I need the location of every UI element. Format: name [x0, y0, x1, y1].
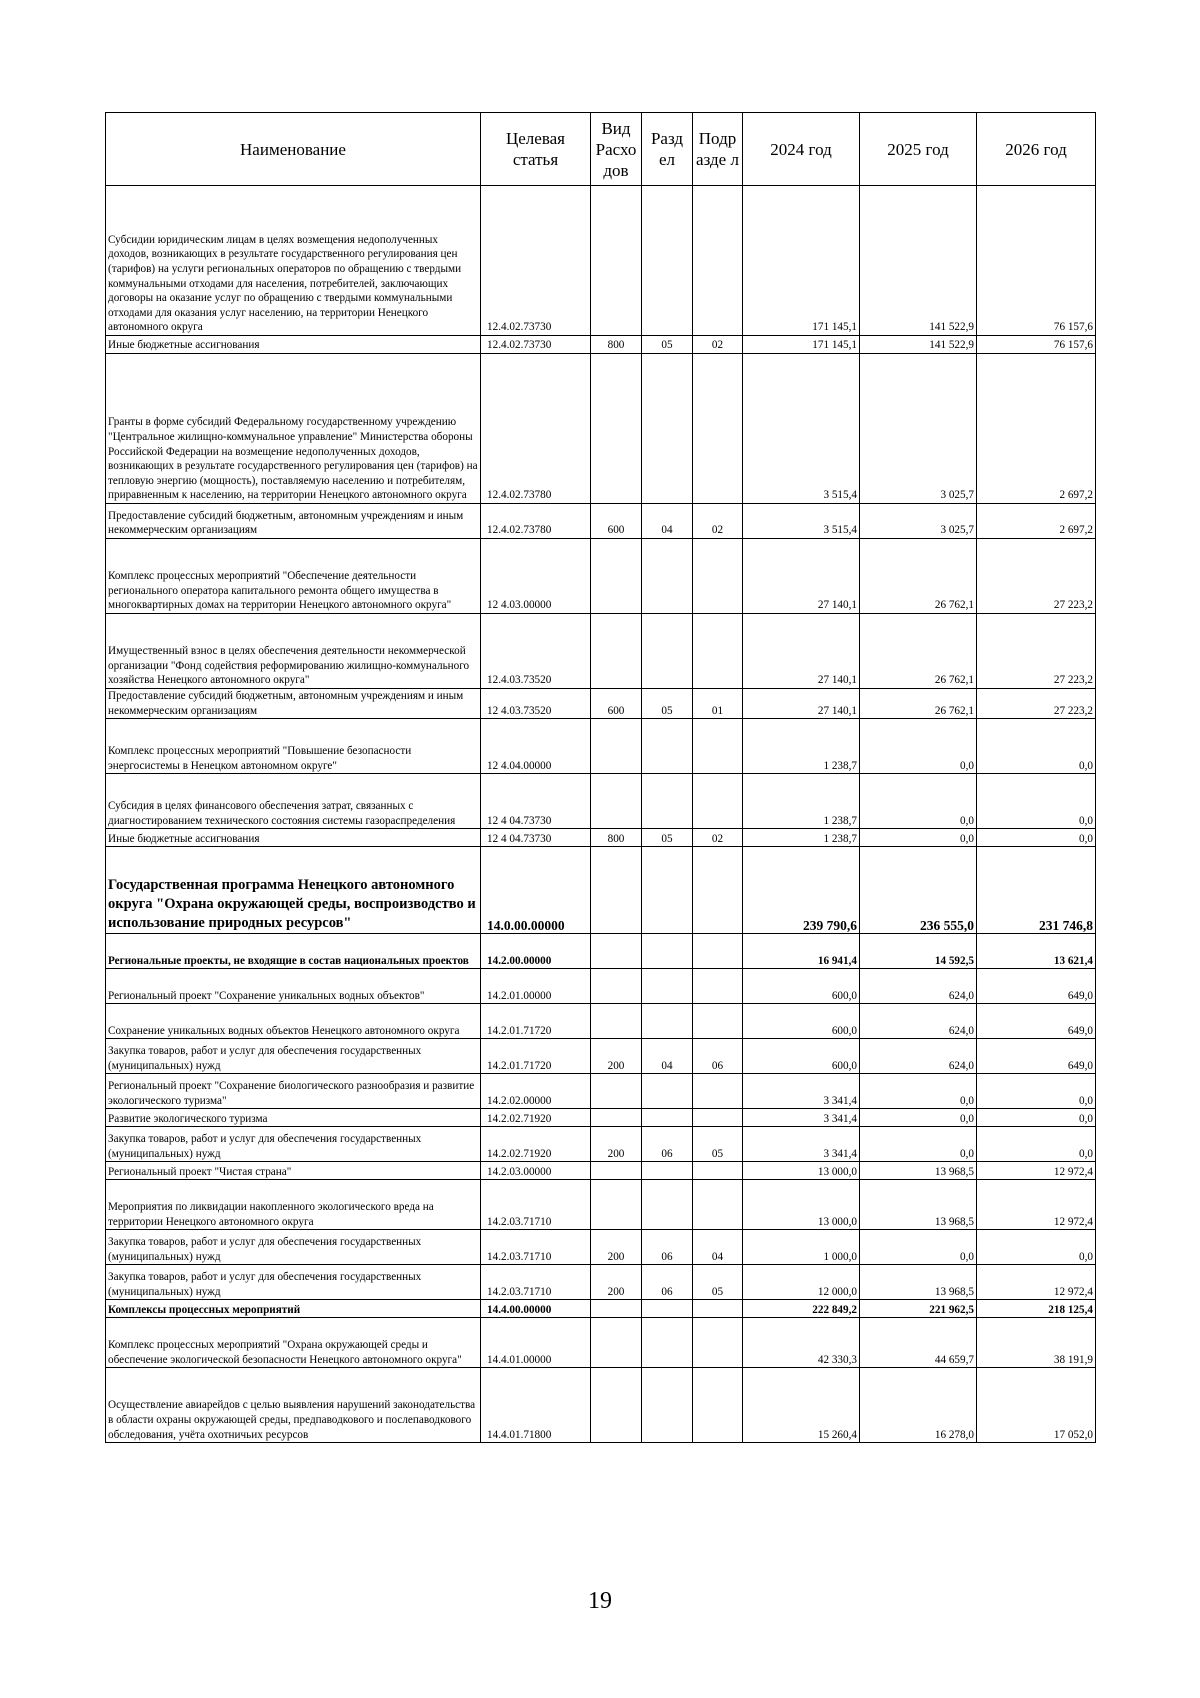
cell-y2024: 13 000,0 — [743, 1180, 860, 1230]
cell-y2025: 236 555,0 — [860, 847, 977, 934]
cell-y2025: 13 968,5 — [860, 1162, 977, 1180]
cell-subsection — [693, 1162, 743, 1180]
cell-y2026: 218 125,4 — [977, 1300, 1096, 1318]
cell-y2025: 624,0 — [860, 1039, 977, 1074]
page-number: 19 — [588, 1588, 612, 1614]
table-row — [106, 934, 1096, 969]
cell-kind — [591, 774, 642, 829]
cell-name: Имущественный взнос в целях обеспечения деятельности некоммерческой организации "Фонд содействия реформированию жилищно-коммунального хозяйства Ненецкого автономного округа" — [106, 614, 481, 689]
cell-subsection — [693, 934, 743, 969]
cell-y2025: 0,0 — [860, 1127, 977, 1162]
cell-section — [642, 1109, 693, 1127]
header-2024: 2024 год — [743, 113, 860, 186]
cell-y2026: 649,0 — [977, 1004, 1096, 1039]
cell-section: 04 — [642, 1039, 693, 1074]
cell-y2025: 221 962,5 — [860, 1300, 977, 1318]
cell-subsection: 02 — [693, 504, 743, 539]
cell-y2026: 0,0 — [977, 1109, 1096, 1127]
header-subsection: Подр азде л — [693, 113, 743, 186]
cell-section — [642, 969, 693, 1004]
cell-section: 05 — [642, 689, 693, 719]
cell-y2025: 0,0 — [860, 829, 977, 847]
cell-y2024: 27 140,1 — [743, 539, 860, 614]
table-row — [106, 1127, 1096, 1162]
table-row — [106, 614, 1096, 689]
cell-y2024: 1 000,0 — [743, 1230, 860, 1265]
table-row — [106, 539, 1096, 614]
cell-article: 12.4.02.73780 — [481, 354, 591, 504]
cell-kind — [591, 354, 642, 504]
table-row — [106, 1109, 1096, 1127]
cell-article: 14.2.03.00000 — [481, 1162, 591, 1180]
cell-kind: 200 — [591, 1230, 642, 1265]
cell-section — [642, 774, 693, 829]
cell-y2026: 27 223,2 — [977, 614, 1096, 689]
cell-kind — [591, 1074, 642, 1109]
cell-y2024: 12 000,0 — [743, 1265, 860, 1300]
table-row — [106, 336, 1096, 354]
cell-section — [642, 1162, 693, 1180]
cell-section: 04 — [642, 504, 693, 539]
cell-subsection — [693, 186, 743, 336]
cell-section — [642, 1300, 693, 1318]
cell-article: 14.0.00.00000 — [481, 847, 591, 934]
cell-subsection: 01 — [693, 689, 743, 719]
cell-kind: 600 — [591, 689, 642, 719]
cell-kind — [591, 1300, 642, 1318]
cell-y2024: 3 341,4 — [743, 1127, 860, 1162]
cell-name: Закупка товаров, работ и услуг для обеспечения государственных (муниципальных) нужд — [106, 1265, 481, 1300]
table-row — [106, 354, 1096, 504]
cell-name: Региональный проект "Чистая страна" — [106, 1162, 481, 1180]
table-row — [106, 829, 1096, 847]
cell-y2026: 27 223,2 — [977, 539, 1096, 614]
cell-y2024: 3 341,4 — [743, 1109, 860, 1127]
cell-article: 14.2.02.71920 — [481, 1109, 591, 1127]
cell-article: 12.4.02.73780 — [481, 504, 591, 539]
table-row — [106, 1300, 1096, 1318]
table-row — [106, 774, 1096, 829]
header-kind: Вид Расхо дов — [591, 113, 642, 186]
table-row — [106, 1039, 1096, 1074]
table-row — [106, 1074, 1096, 1109]
cell-y2025: 0,0 — [860, 1109, 977, 1127]
table-row — [106, 847, 1096, 934]
cell-subsection: 05 — [693, 1127, 743, 1162]
cell-y2026: 38 191,9 — [977, 1318, 1096, 1368]
cell-kind — [591, 1180, 642, 1230]
cell-y2025: 0,0 — [860, 1230, 977, 1265]
cell-section — [642, 1368, 693, 1443]
cell-subsection — [693, 539, 743, 614]
cell-kind — [591, 614, 642, 689]
cell-y2026: 27 223,2 — [977, 689, 1096, 719]
cell-article: 14.2.01.71720 — [481, 1004, 591, 1039]
cell-name: Развитие экологического туризма — [106, 1109, 481, 1127]
cell-section — [642, 614, 693, 689]
cell-y2025: 0,0 — [860, 774, 977, 829]
cell-y2026: 0,0 — [977, 1074, 1096, 1109]
cell-section — [642, 847, 693, 934]
table-row — [106, 1180, 1096, 1230]
cell-y2026: 649,0 — [977, 969, 1096, 1004]
cell-article: 14.2.02.00000 — [481, 1074, 591, 1109]
cell-name: Иные бюджетные ассигнования — [106, 829, 481, 847]
cell-y2026: 12 972,4 — [977, 1162, 1096, 1180]
cell-article: 14.4.00.00000 — [481, 1300, 591, 1318]
table-body — [106, 186, 1096, 1443]
cell-y2024: 3 515,4 — [743, 354, 860, 504]
cell-name: Предоставление субсидий бюджетным, автономным учреждениям и иным некоммерческим организациям — [106, 504, 481, 539]
cell-name: Комплекс процессных мероприятий "Обеспечение деятельности регионального оператора капитального ремонта общего имущества в многоквартирных домах на территории Ненецкого автономного округа" — [106, 539, 481, 614]
cell-article: 14.2.01.71720 — [481, 1039, 591, 1074]
cell-section — [642, 539, 693, 614]
cell-y2026: 12 972,4 — [977, 1180, 1096, 1230]
cell-y2024: 600,0 — [743, 1039, 860, 1074]
cell-section: 06 — [642, 1265, 693, 1300]
cell-subsection — [693, 774, 743, 829]
cell-y2026: 0,0 — [977, 1127, 1096, 1162]
table-row — [106, 1004, 1096, 1039]
cell-y2025: 44 659,7 — [860, 1318, 977, 1368]
cell-y2024: 600,0 — [743, 1004, 860, 1039]
header-2025: 2025 год — [860, 113, 977, 186]
cell-y2026: 649,0 — [977, 1039, 1096, 1074]
cell-y2025: 3 025,7 — [860, 354, 977, 504]
cell-article: 14.2.03.71710 — [481, 1265, 591, 1300]
cell-article: 14.2.03.71710 — [481, 1180, 591, 1230]
cell-y2025: 624,0 — [860, 1004, 977, 1039]
cell-y2024: 1 238,7 — [743, 829, 860, 847]
cell-y2026: 231 746,8 — [977, 847, 1096, 934]
cell-subsection — [693, 1109, 743, 1127]
cell-y2025: 141 522,9 — [860, 186, 977, 336]
cell-y2026: 2 697,2 — [977, 354, 1096, 504]
cell-y2024: 13 000,0 — [743, 1162, 860, 1180]
cell-name: Региональный проект "Сохранение уникальных водных объектов" — [106, 969, 481, 1004]
cell-kind: 200 — [591, 1039, 642, 1074]
cell-kind: 600 — [591, 504, 642, 539]
cell-name: Закупка товаров, работ и услуг для обеспечения государственных (муниципальных) нужд — [106, 1039, 481, 1074]
cell-subsection — [693, 969, 743, 1004]
cell-y2024: 27 140,1 — [743, 689, 860, 719]
table-row — [106, 1162, 1096, 1180]
cell-section: 06 — [642, 1230, 693, 1265]
cell-y2024: 1 238,7 — [743, 774, 860, 829]
header-2026: 2026 год — [977, 113, 1096, 186]
cell-kind: 800 — [591, 336, 642, 354]
cell-section — [642, 1318, 693, 1368]
cell-subsection — [693, 354, 743, 504]
cell-y2024: 15 260,4 — [743, 1368, 860, 1443]
cell-name: Субсидии юридическим лицам в целях возмещения недополученных доходов, возникающих в результате государственного регулирования цен (тарифов) на услуги региональных операторов по обращению с твердыми коммунальными отходами для населения, потребителей, заключающих договоры на оказание услуг по обращению с твердыми коммунальными отходами для оказания услуг населению, на территории Ненецкого автономного округа — [106, 186, 481, 336]
cell-article: 14.2.01.00000 — [481, 969, 591, 1004]
cell-name: Закупка товаров, работ и услуг для обеспечения государственных (муниципальных) нужд — [106, 1230, 481, 1265]
cell-y2025: 26 762,1 — [860, 689, 977, 719]
cell-y2025: 13 968,5 — [860, 1180, 977, 1230]
cell-subsection: 06 — [693, 1039, 743, 1074]
cell-subsection — [693, 614, 743, 689]
header-section: Разд ел — [642, 113, 693, 186]
cell-y2025: 3 025,7 — [860, 504, 977, 539]
cell-y2026: 2 697,2 — [977, 504, 1096, 539]
cell-kind: 200 — [591, 1127, 642, 1162]
cell-name: Региональный проект "Сохранение биологического разнообразия и развитие экологического туризма" — [106, 1074, 481, 1109]
cell-y2024: 27 140,1 — [743, 614, 860, 689]
cell-y2026: 12 972,4 — [977, 1265, 1096, 1300]
table-row — [106, 504, 1096, 539]
table-row — [106, 1230, 1096, 1265]
cell-y2025: 624,0 — [860, 969, 977, 1004]
cell-article: 14.4.01.00000 — [481, 1318, 591, 1368]
cell-y2025: 26 762,1 — [860, 539, 977, 614]
cell-kind — [591, 847, 642, 934]
cell-subsection — [693, 1368, 743, 1443]
cell-y2025: 0,0 — [860, 1074, 977, 1109]
cell-article: 12.4.02.73730 — [481, 186, 591, 336]
table-row — [106, 689, 1096, 719]
cell-kind — [591, 186, 642, 336]
header-article: Целевая статья — [481, 113, 591, 186]
cell-y2026: 13 621,4 — [977, 934, 1096, 969]
cell-subsection — [693, 1300, 743, 1318]
cell-name: Мероприятия по ликвидации накопленного экологического вреда на территории Ненецкого автономного округа — [106, 1180, 481, 1230]
cell-y2024: 600,0 — [743, 969, 860, 1004]
cell-kind: 200 — [591, 1265, 642, 1300]
table-row — [106, 969, 1096, 1004]
budget-table — [105, 112, 1096, 1443]
cell-article: 12 4.04.00000 — [481, 719, 591, 774]
cell-y2024: 171 145,1 — [743, 336, 860, 354]
cell-name: Государственная программа Ненецкого автономного округа "Охрана окружающей среды, воспроизводство и использование природных ресурсов" — [106, 847, 481, 934]
cell-article: 12 4 04.73730 — [481, 774, 591, 829]
cell-section — [642, 1074, 693, 1109]
cell-y2024: 1 238,7 — [743, 719, 860, 774]
cell-subsection — [693, 1004, 743, 1039]
cell-y2024: 42 330,3 — [743, 1318, 860, 1368]
cell-subsection: 02 — [693, 336, 743, 354]
cell-name: Осуществление авиарейдов с целью выявления нарушений законодательства в области охраны окружающей среды, предпаводкового и послепаводкового обследования, учёта охотничьих ресурсов — [106, 1368, 481, 1443]
cell-y2025: 14 592,5 — [860, 934, 977, 969]
cell-kind — [591, 719, 642, 774]
cell-y2024: 16 941,4 — [743, 934, 860, 969]
cell-subsection: 04 — [693, 1230, 743, 1265]
cell-name: Комплекс процессных мероприятий "Повышение безопасности энергосистемы в Ненецком автономном округе" — [106, 719, 481, 774]
cell-y2026: 17 052,0 — [977, 1368, 1096, 1443]
cell-y2025: 26 762,1 — [860, 614, 977, 689]
cell-kind — [591, 539, 642, 614]
cell-y2025: 0,0 — [860, 719, 977, 774]
cell-subsection — [693, 1318, 743, 1368]
table-row — [106, 1368, 1096, 1443]
cell-name: Региональные проекты, не входящие в состав национальных проектов — [106, 934, 481, 969]
cell-section: 05 — [642, 829, 693, 847]
cell-kind — [591, 969, 642, 1004]
cell-section — [642, 354, 693, 504]
cell-y2025: 141 522,9 — [860, 336, 977, 354]
cell-y2025: 13 968,5 — [860, 1265, 977, 1300]
cell-name: Комплекс процессных мероприятий "Охрана окружающей среды и обеспечение экологической безопасности Ненецкого автономного округа" — [106, 1318, 481, 1368]
table-header-row — [106, 113, 1096, 186]
table-row — [106, 186, 1096, 336]
cell-article: 12.4.03.73520 — [481, 614, 591, 689]
table-row — [106, 1265, 1096, 1300]
table-row — [106, 1318, 1096, 1368]
cell-article: 14.2.02.71920 — [481, 1127, 591, 1162]
cell-y2024: 239 790,6 — [743, 847, 860, 934]
cell-name: Комплексы процессных мероприятий — [106, 1300, 481, 1318]
cell-kind: 800 — [591, 829, 642, 847]
cell-y2026: 0,0 — [977, 829, 1096, 847]
cell-section: 06 — [642, 1127, 693, 1162]
cell-section: 05 — [642, 336, 693, 354]
cell-kind — [591, 1109, 642, 1127]
cell-section — [642, 934, 693, 969]
cell-section — [642, 1180, 693, 1230]
header-name: Наименование — [106, 113, 481, 186]
table-row — [106, 719, 1096, 774]
cell-y2024: 3 515,4 — [743, 504, 860, 539]
cell-subsection — [693, 1180, 743, 1230]
cell-y2026: 0,0 — [977, 1230, 1096, 1265]
cell-name: Закупка товаров, работ и услуг для обеспечения государственных (муниципальных) нужд — [106, 1127, 481, 1162]
cell-y2026: 0,0 — [977, 774, 1096, 829]
cell-name: Предоставление субсидий бюджетным, автономным учреждениям и иным некоммерческим организациям — [106, 689, 481, 719]
cell-article: 14.2.03.71710 — [481, 1230, 591, 1265]
cell-kind — [591, 1318, 642, 1368]
cell-section — [642, 719, 693, 774]
cell-subsection — [693, 1074, 743, 1109]
cell-kind — [591, 934, 642, 969]
cell-name: Субсидия в целях финансового обеспечения затрат, связанных с диагностированием технического состояния системы газораспределения — [106, 774, 481, 829]
cell-section — [642, 1004, 693, 1039]
cell-kind — [591, 1004, 642, 1039]
cell-article: 14.2.00.00000 — [481, 934, 591, 969]
cell-y2026: 76 157,6 — [977, 336, 1096, 354]
cell-section — [642, 186, 693, 336]
cell-article: 12 4.03.00000 — [481, 539, 591, 614]
cell-name: Иные бюджетные ассигнования — [106, 336, 481, 354]
cell-name: Сохранение уникальных водных объектов Ненецкого автономного округа — [106, 1004, 481, 1039]
cell-subsection — [693, 847, 743, 934]
cell-y2024: 3 341,4 — [743, 1074, 860, 1109]
cell-y2026: 0,0 — [977, 719, 1096, 774]
cell-subsection: 02 — [693, 829, 743, 847]
cell-kind — [591, 1162, 642, 1180]
cell-subsection: 05 — [693, 1265, 743, 1300]
cell-subsection — [693, 719, 743, 774]
cell-article: 12 4 04.73730 — [481, 829, 591, 847]
cell-y2024: 171 145,1 — [743, 186, 860, 336]
cell-y2024: 222 849,2 — [743, 1300, 860, 1318]
cell-article: 12 4.03.73520 — [481, 689, 591, 719]
cell-article: 12.4.02.73730 — [481, 336, 591, 354]
cell-kind — [591, 1368, 642, 1443]
cell-name: Гранты в форме субсидий Федеральному государственному учреждению "Центральное жилищно-коммунальное управление" Министерства обороны Российской Федерации на возмещение недополученных доходов, возникающих в результате государственного регулирования цен (тарифов) на тепловую энергию (мощность), поставляемую населению и потребителям, приравненным к населению, на территории Ненецкого автономного округа — [106, 354, 481, 504]
cell-y2026: 76 157,6 — [977, 186, 1096, 336]
cell-article: 14.4.01.71800 — [481, 1368, 591, 1443]
cell-y2025: 16 278,0 — [860, 1368, 977, 1443]
